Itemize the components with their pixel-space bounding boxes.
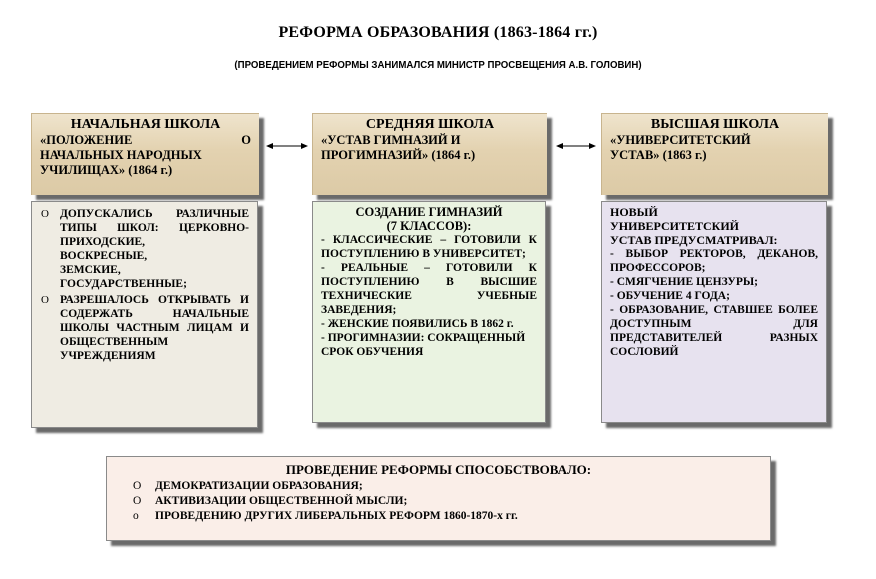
statute-name: ПРОГИМНАЗИЙ»	[321, 148, 429, 162]
list-item: - КЛАССИЧЕСКИЕ – ГОТОВИЛИ К ПОСТУПЛЕНИЮ В УНИВЕРСИТЕТ;	[321, 234, 537, 260]
header-higher-school	[601, 113, 828, 195]
list-item: - ПРОГИМНАЗИИ: СОКРАЩЕННЫЙ СРОК ОБУЧЕНИЯ	[321, 332, 526, 358]
list-item: - РЕАЛЬНЫЕ – ГОТОВИЛИ К ПОСТУПЛЕНИЮ В ВЫСШИЕ ТЕХНИЧЕСКИЕ УЧЕБНЫЕ ЗАВЕДЕНИЯ;	[321, 262, 537, 316]
list-item-text: РАЗРЕШАЛОСЬ ОТКРЫВАТЬ И СОДЕРЖАТЬ НАЧАЛЬНЫЕ ШКОЛЫ ЧАСТНЫМ ЛИЦАМ И ОБЩЕСТВЕННЫМ УЧРЕЖДЕНИЯМ	[60, 294, 249, 362]
statute-secondary-school	[313, 133, 547, 163]
list-item-text: АКТИВИЗАЦИИ ОБЩЕСТВЕННОЙ МЫСЛИ;	[155, 495, 408, 507]
statute-primary-school	[32, 133, 259, 178]
page-title: РЕФОРМА ОБРАЗОВАНИЯ (1863-1864 гг.)	[278, 24, 598, 41]
statute-line-last	[40, 163, 251, 178]
list-item: - ЖЕНСКИЕ ПОЯВИЛИСЬ В 1862 г.	[321, 318, 514, 330]
list-item-text: ПРОВЕДЕНИЮ ДРУГИХ ЛИБЕРАЛЬНЫХ РЕФОРМ 1860-1870-х гг.	[155, 510, 518, 522]
double-arrow-icon	[556, 141, 596, 151]
header-secondary-school	[312, 113, 547, 195]
statute-year: (1863 г.)	[662, 148, 707, 162]
reform-results	[106, 456, 771, 541]
list-item: - ВЫБОР РЕКТОРОВ, ДЕКАНОВ, ПРОФЕССОРОВ;	[610, 248, 818, 274]
bullet-circle-icon: O	[133, 495, 142, 507]
reform-results-heading: ПРОВЕДЕНИЕ РЕФОРМЫ СПОСОБСТВОВАЛО:	[285, 462, 592, 477]
list-item-text: ГОСУДАРСТВЕННЫЕ;	[60, 278, 187, 290]
bullet-circle-icon: O	[133, 480, 142, 492]
statute-line: «УСТАВ ГИМНАЗИЙ И	[321, 133, 461, 147]
list-item-text: ВОСКРЕСНЫЕ,	[60, 250, 148, 262]
list-item-text: ЗЕМСКИЕ,	[60, 264, 121, 276]
statute-higher-school	[602, 133, 828, 163]
statute-line: НАЧАЛЬНЫХ НАРОДНЫХ	[40, 148, 202, 162]
secondary-body-heading: СОЗДАНИЕ ГИМНАЗИЙ	[355, 205, 503, 219]
heading-secondary-school: СРЕДНЯЯ ШКОЛА	[365, 117, 495, 132]
double-arrow-icon	[266, 141, 308, 151]
statute-line-last	[321, 148, 539, 163]
list-item: - ОБУЧЕНИЕ 4 ГОДА;	[610, 290, 730, 302]
heading-primary-school: НАЧАЛЬНАЯ ШКОЛА	[70, 117, 221, 132]
higher-body-line: УСТАВ ПРЕДУСМАТРИВАЛ:	[610, 233, 778, 247]
secondary-school-details	[312, 201, 546, 423]
header-primary-school	[31, 113, 259, 195]
heading-higher-school: ВЫСШАЯ ШКОЛА	[650, 117, 780, 132]
list-item-text: ДЕМОКРАТИЗАЦИИ ОБРАЗОВАНИЯ;	[155, 480, 363, 492]
list-item-text: ДОПУСКАЛИСЬ РАЗЛИЧНЫЕ ТИПЫ ШКОЛ: ЦЕРКОВНО-ПРИХОДСКИЕ,	[60, 208, 249, 248]
list-item	[133, 509, 770, 524]
higher-school-details	[601, 201, 827, 423]
higher-body-line: НОВЫЙ	[610, 205, 658, 219]
statute-year: (1864 г.)	[431, 148, 476, 162]
primary-school-bullets	[41, 207, 249, 363]
bullet-circle-icon: O	[41, 208, 49, 220]
list-item	[41, 207, 249, 291]
page-subtitle: (ПРОВЕДЕНИЕМ РЕФОРМЫ ЗАНИМАЛСЯ МИНИСТР ПРОСВЕЩЕНИЯ А.В. ГОЛОВИН)	[234, 59, 642, 71]
statute-name: УЧИЛИЩАХ»	[40, 163, 126, 177]
primary-school-details	[31, 201, 258, 428]
list-item	[41, 293, 249, 363]
list-item: - СМЯГЧЕНИЕ ЦЕНЗУРЫ;	[610, 276, 758, 288]
secondary-body-subheading: (7 КЛАССОВ):	[386, 219, 472, 233]
statute-line-last	[610, 148, 820, 163]
bullet-circle-icon: o	[133, 510, 139, 522]
bullet-circle-icon: O	[41, 294, 49, 306]
statute-year: (1864 г.)	[128, 163, 173, 177]
statute-line: «УНИВЕРСИТЕТСКИЙ	[610, 133, 751, 147]
higher-body-line: УНИВЕРСИТЕТСКИЙ	[610, 219, 740, 233]
reform-results-list	[107, 479, 770, 524]
statute-line: «ПОЛОЖЕНИЕ О	[40, 133, 251, 147]
list-item	[133, 479, 770, 494]
list-item: - ОБРАЗОВАНИЕ, СТАВШЕЕ БОЛЕЕ ДОСТУПНЫМ ДЛЯ ПРЕДСТАВИТЕЛЕЙ РАЗНЫХ СОСЛОВИЙ	[610, 304, 818, 358]
statute-name: УСТАВ»	[610, 148, 660, 162]
list-item	[133, 494, 770, 509]
